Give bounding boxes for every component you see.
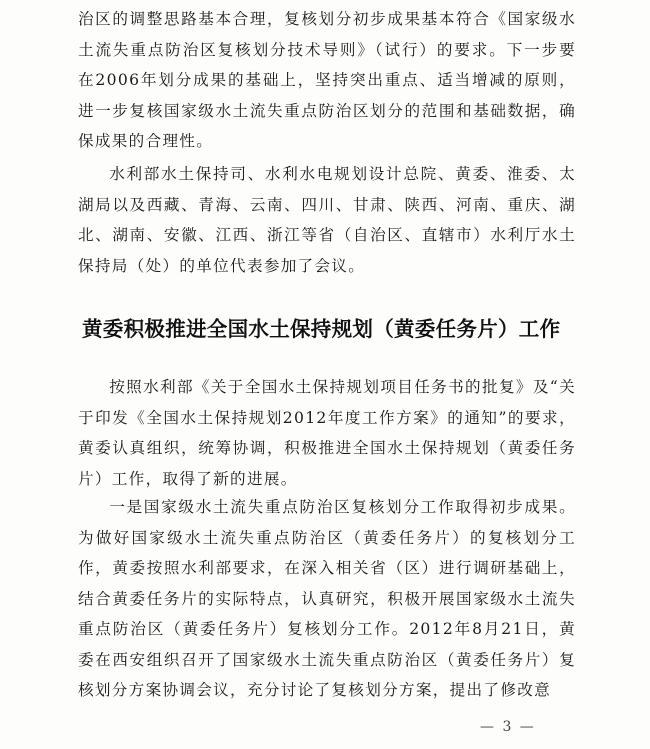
progress-paragraph-block bbox=[78, 492, 576, 706]
participants-paragraph: 水利部水土保持司、水利水电规划设计总院、黄委、淮委、太湖局以及西藏、青海、云南、四川、甘肃、陕西、河南、重庆、湖北、湖南、安徽、江西、浙江等省（自治区、直辖市）水利厅水土保持局（处）的单位代表参加了会议。 bbox=[78, 165, 576, 275]
continuation-paragraph: 治区的调整思路基本合理，复核划分初步成果基本符合《国家级水土流失重点防治区复核划分技术导则》（试行）的要求。下一步要在2006年划分成果的基础上，坚持突出重点、适当增减的原则，进一步复核国家级水土流失重点防治区划分的范围和基础数据，确保成果的合理性。 bbox=[78, 10, 576, 150]
section-intro-block bbox=[78, 372, 576, 494]
section-intro-paragraph: 按照水利部《关于全国水土保持规划项目任务书的批复》及“关于印发《全国水土保持规划2012年度工作方案》的通知”的要求，黄委认真组织，统筹协调，积极推进全国水土保持规划（黄委任务片）工作，取得了新的进展。 bbox=[78, 378, 576, 488]
participants-paragraph-block bbox=[78, 159, 576, 281]
continuation-paragraph-block bbox=[78, 4, 576, 157]
page-number: — 3 — bbox=[480, 719, 536, 735]
progress-paragraph: 一是国家级水土流失重点防治区复核划分工作取得初步成果。为做好国家级水土流失重点防治区（黄委任务片）的复核划分工作，黄委按照水利部要求，在深入相关省（区）进行调研基础上，结合黄委任务片的实际特点，认真研究，积极开展国家级水土流失重点防治区（黄委任务片）复核划分工作。2012年8月21日，黄委在西安组织召开了国家级水土流失重点防治区（黄委任务片）复核划分方案协调会议，充分讨论了复核划分方案，提出了修改意 bbox=[78, 498, 576, 699]
section-heading: 黄委积极推进全国水土保持规划（黄委任务片）工作 bbox=[82, 317, 561, 341]
